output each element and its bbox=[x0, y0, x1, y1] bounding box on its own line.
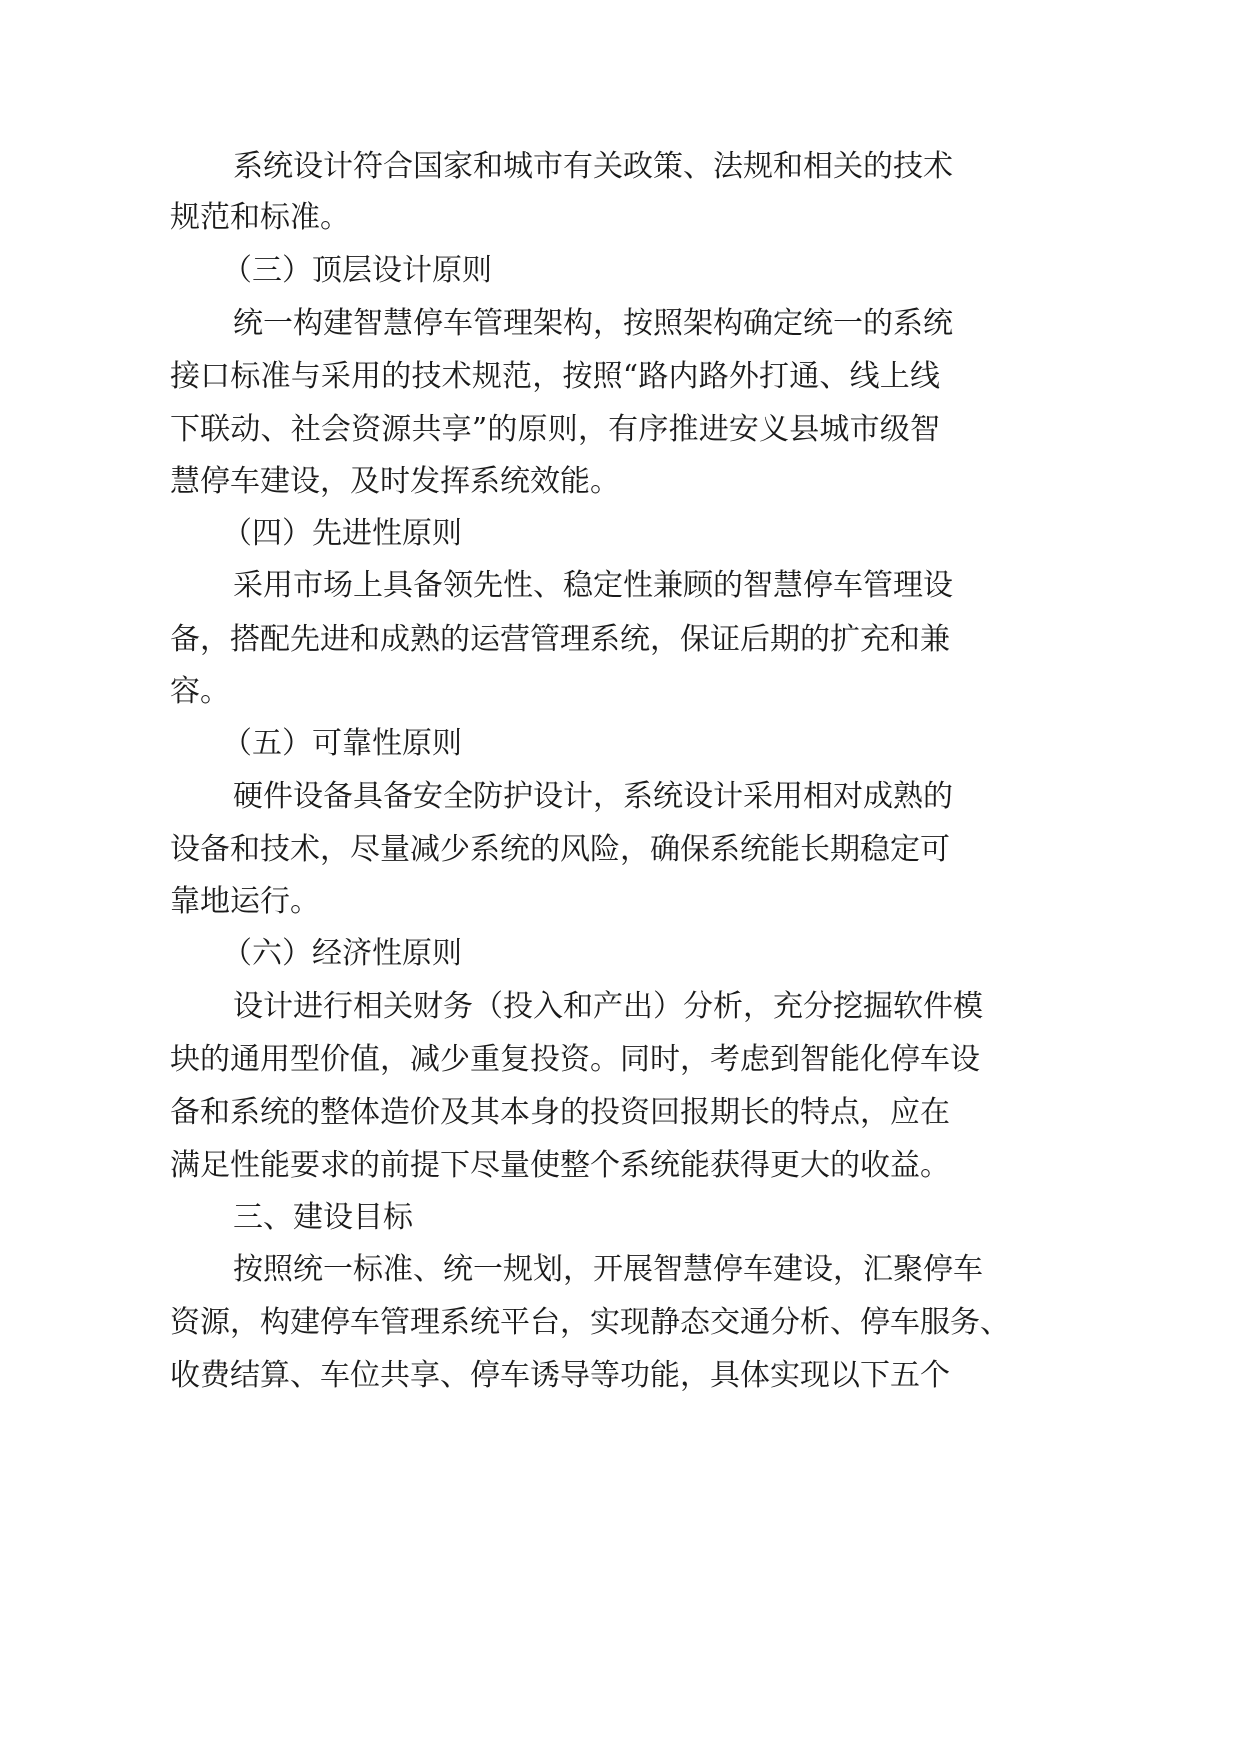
section-heading: （四）先进性原则 bbox=[222, 516, 462, 551]
paragraph-line: 设备和技术，尽量减少系统的风险，确保系统能长期稳定可 bbox=[170, 832, 950, 867]
paragraph-line: 块的通用型价值，减少重复投资。同时，考虑到智能化停车设 bbox=[170, 1042, 980, 1077]
paragraph-line: 采用市场上具备领先性、稳定性兼顾的智慧停车管理设 bbox=[233, 568, 953, 603]
section-heading: （五）可靠性原则 bbox=[222, 726, 462, 761]
paragraph-line: 备，搭配先进和成熟的运营管理系统，保证后期的扩充和兼 bbox=[170, 622, 950, 657]
paragraph-line: 资源，构建停车管理系统平台，实现静态交通分析、停车服务、 bbox=[170, 1305, 1010, 1340]
paragraph-line: 硬件设备具备安全防护设计，系统设计采用相对成熟的 bbox=[233, 779, 953, 814]
paragraph-line: 下联动、社会资源共享”的原则，有序推进安义县城市级智 bbox=[170, 412, 940, 447]
paragraph-line: 备和系统的整体造价及其本身的投资回报期长的特点，应在 bbox=[170, 1095, 950, 1130]
paragraph-line: 按照统一标准、统一规划，开展智慧停车建设，汇聚停车 bbox=[233, 1252, 983, 1287]
section-heading: 三、建设目标 bbox=[233, 1200, 413, 1235]
paragraph-line: 设计进行相关财务（投入和产出）分析，充分挖掘软件模 bbox=[233, 989, 983, 1024]
paragraph-line: 统一构建智慧停车管理架构，按照架构确定统一的系统 bbox=[233, 306, 953, 341]
section-heading: （三）顶层设计原则 bbox=[222, 253, 492, 288]
paragraph-line: 系统设计符合国家和城市有关政策、法规和相关的技术 bbox=[233, 149, 953, 184]
paragraph-line: 容。 bbox=[170, 674, 230, 709]
paragraph-line: 慧停车建设，及时发挥系统效能。 bbox=[170, 464, 620, 499]
paragraph-line: 接口标准与采用的技术规范，按照“路内路外打通、线上线 bbox=[170, 359, 940, 394]
paragraph-line: 满足性能要求的前提下尽量使整个系统能获得更大的收益。 bbox=[170, 1148, 950, 1183]
section-heading: （六）经济性原则 bbox=[222, 936, 462, 971]
paragraph-line: 靠地运行。 bbox=[170, 884, 320, 919]
paragraph-line: 规范和标准。 bbox=[170, 200, 350, 235]
paragraph-line: 收费结算、车位共享、停车诱导等功能，具体实现以下五个 bbox=[170, 1358, 950, 1393]
